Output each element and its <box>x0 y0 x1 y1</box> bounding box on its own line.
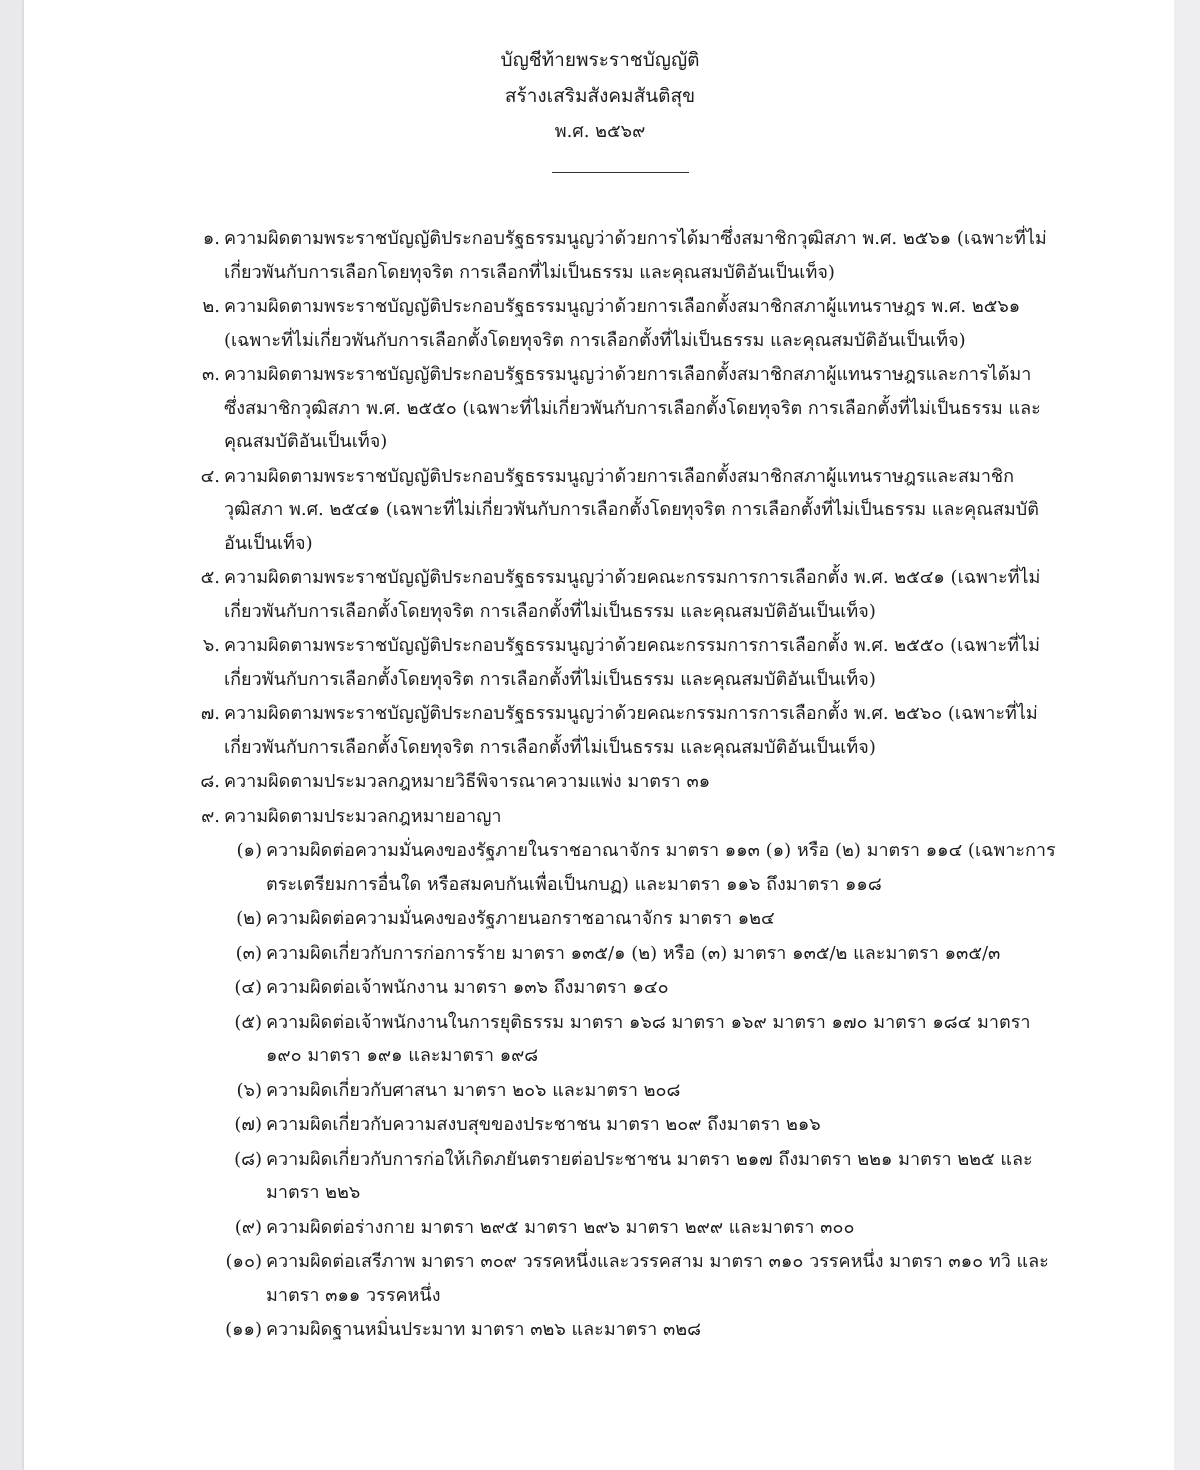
list-item <box>0 290 1200 357</box>
list-item <box>0 629 1200 696</box>
sub-list-item <box>0 1006 1200 1073</box>
item-number: ๔. <box>200 465 220 487</box>
subitem-number: (๑๑) <box>225 1319 262 1340</box>
subitem-number: (๒) <box>236 908 262 929</box>
item-text: ความผิดตามประมวลกฎหมายวิธีพิจารณาความแพ่ง มาตรา ๓๑ <box>224 771 711 792</box>
subitem-text: ความผิดเกี่ยวกับการก่อให้เกิดภยันตรายต่อประชาชน มาตรา ๒๑๗ ถึงมาตรา ๒๒๑ มาตรา ๒๒๕ และมาตรา ๒๒๖ <box>266 1148 1033 1203</box>
list-item <box>0 697 1200 764</box>
subitem-number: (๑๐) <box>225 1251 262 1272</box>
item-text: ความผิดตามพระราชบัญญัติประกอบรัฐธรรมนูญว่าด้วยการเลือกตั้งสมาชิกสภาผู้แทนราษฎรและการได้มาซึ่งสมาชิกวุฒิสภา พ.ศ. ๒๕๕๐ (เฉพาะที่ไม่เกี่ยวพันกับการเลือกตั้งโดยทุจริต การเลือกตั้งที่ไม่เป็นธรรม และคุณสมบัติอันเป็นเท็จ) <box>224 364 1041 452</box>
subitem-text: ความผิดต่อความมั่นคงของรัฐภายนอกราชอาณาจักร มาตรา ๑๒๔ <box>266 908 775 929</box>
title-divider <box>552 172 689 173</box>
sub-list-item <box>0 1211 1200 1245</box>
item-number: ๘. <box>200 771 220 792</box>
sub-list-item <box>0 834 1200 901</box>
document-subtitle: สร้างเสริมสังคมสันติสุข <box>504 85 696 107</box>
item-number: ๓. <box>201 364 220 385</box>
schedule-body <box>0 222 1200 1348</box>
item-number: ๑. <box>202 228 220 249</box>
item-number: ๖. <box>202 635 220 656</box>
sub-list-item <box>0 1313 1200 1347</box>
item-number: ๒. <box>202 296 220 317</box>
sub-list-item <box>0 1074 1200 1108</box>
subitem-number: (๘) <box>234 1148 262 1170</box>
subitem-number: (๖) <box>236 1079 262 1101</box>
sub-list-item <box>0 1143 1200 1210</box>
sub-list-item <box>0 937 1200 971</box>
item-text: ความผิดตามพระราชบัญญัติประกอบรัฐธรรมนูญว่าด้วยคณะกรรมการการเลือกตั้ง พ.ศ. ๒๕๔๑ (เฉพาะที่ไม่เกี่ยวพันกับการเลือกตั้งโดยทุจริต การเลือกตั้งที่ไม่เป็นธรรม และคุณสมบัติอันเป็นเท็จ) <box>224 567 1041 622</box>
subitem-text: ความผิดต่อเสรีภาพ มาตรา ๓๐๙ วรรคหนึ่งและวรรคสาม มาตรา ๓๑๐ วรรคหนึ่ง มาตรา ๓๑๐ ทวิ และมาตรา ๓๑๑ วรรคหนึ่ง <box>266 1251 1049 1306</box>
item-number: ๗. <box>200 703 220 724</box>
list-item <box>0 800 1200 834</box>
list-item <box>0 765 1200 799</box>
item-number: ๙. <box>201 805 220 827</box>
subitem-number: (๔) <box>234 977 262 998</box>
list-item <box>0 358 1200 459</box>
item-text: ความผิดตามพระราชบัญญัติประกอบรัฐธรรมนูญว่าด้วยการได้มาซึ่งสมาชิกวุฒิสภา พ.ศ. ๒๕๖๑ (เฉพาะที่ไม่เกี่ยวพันกับการเลือกโดยทุจริต การเลือกที่ไม่เป็นธรรม และคุณสมบัติอันเป็นเท็จ) <box>224 228 1047 283</box>
list-item <box>0 460 1200 561</box>
list-item <box>0 222 1200 289</box>
subitem-number: (๗) <box>234 1114 262 1135</box>
subitem-number: (๕) <box>234 1011 262 1033</box>
subitem-text: ความผิดเกี่ยวกับความสงบสุขของประชาชน มาตรา ๒๐๙ ถึงมาตรา ๒๑๖ <box>266 1114 821 1135</box>
sub-list-item <box>0 971 1200 1005</box>
sub-list-item <box>0 1245 1200 1312</box>
item-text: ความผิดตามพระราชบัญญัติประกอบรัฐธรรมนูญว่าด้วยคณะกรรมการการเลือกตั้ง พ.ศ. ๒๕๖๐ (เฉพาะที่ไม่เกี่ยวพันกับการเลือกตั้งโดยทุจริต การเลือกตั้งที่ไม่เป็นธรรม และคุณสมบัติอันเป็นเท็จ) <box>224 703 1038 758</box>
document-title: บัญชีท้ายพระราชบัญญัติ <box>500 49 700 71</box>
subitem-text: ความผิดฐานหมิ่นประมาท มาตรา ๓๒๖ และมาตรา ๓๒๘ <box>266 1319 702 1340</box>
subitem-text: ความผิดต่อเจ้าพนักงาน มาตรา ๑๓๖ ถึงมาตรา ๑๔๐ <box>266 977 669 998</box>
list-item <box>0 561 1200 628</box>
item-text: ความผิดตามประมวลกฎหมายอาญา <box>224 805 502 827</box>
subitem-number: (๓) <box>235 942 262 964</box>
item-number: ๕. <box>200 567 220 588</box>
subitem-number: (๙) <box>234 1216 262 1238</box>
item-text: ความผิดตามพระราชบัญญัติประกอบรัฐธรรมนูญว่าด้วยคณะกรรมการการเลือกตั้ง พ.ศ. ๒๕๕๐ (เฉพาะที่ไม่เกี่ยวพันกับการเลือกตั้งโดยทุจริต การเลือกตั้งที่ไม่เป็นธรรม และคุณสมบัติอันเป็นเท็จ) <box>224 635 1040 690</box>
sub-list-item <box>0 1108 1200 1142</box>
subitem-text: ความผิดต่อร่างกาย มาตรา ๒๙๕ มาตรา ๒๙๖ มาตรา ๒๙๙ และมาตรา ๓๐๐ <box>266 1216 855 1238</box>
subitem-number: (๑) <box>236 840 262 861</box>
item-text: ความผิดตามพระราชบัญญัติประกอบรัฐธรรมนูญว่าด้วยการเลือกตั้งสมาชิกสภาผู้แทนราษฎรและสมาชิกวุฒิสภา พ.ศ. ๒๕๔๑ (เฉพาะที่ไม่เกี่ยวพันกับการเลือกตั้งโดยทุจริต การเลือกตั้งที่ไม่เป็นธรรม และคุณสมบัติอันเป็นเท็จ) <box>224 465 1039 554</box>
document-year: พ.ศ. ๒๕๖๙ <box>554 121 646 142</box>
subitem-text: ความผิดเกี่ยวกับศาสนา มาตรา ๒๐๖ และมาตรา ๒๐๘ <box>266 1079 681 1101</box>
subitem-text: ความผิดต่อความมั่นคงของรัฐภายในราชอาณาจักร มาตรา ๑๑๓ (๑) หรือ (๒) มาตรา ๑๑๔ (เฉพาะการตระเตรียมการอื่นใด หรือสมคบกันเพื่อเป็นกบฏ) และมาตรา ๑๑๖ ถึงมาตรา ๑๑๘ <box>266 840 1056 895</box>
subitem-text: ความผิดต่อเจ้าพนักงานในการยุติธรรม มาตรา ๑๖๘ มาตรา ๑๖๙ มาตรา ๑๗๐ มาตรา ๑๘๔ มาตรา ๑๙๐ มาตรา ๑๙๑ และมาตรา ๑๙๘ <box>266 1011 1031 1066</box>
sub-list-item <box>0 902 1200 936</box>
subitem-text: ความผิดเกี่ยวกับการก่อการร้าย มาตรา ๑๓๕/๑ (๒) หรือ (๓) มาตรา ๑๓๕/๒ และมาตรา ๑๓๕/๓ <box>266 942 1001 964</box>
item-text: ความผิดตามพระราชบัญญัติประกอบรัฐธรรมนูญว่าด้วยการเลือกตั้งสมาชิกสภาผู้แทนราษฎร พ.ศ. ๒๕๖๑ (เฉพาะที่ไม่เกี่ยวพันกับการเลือกตั้งโดยทุจริต การเลือกตั้งที่ไม่เป็นธรรม และคุณสมบัติอันเป็นเท็จ) <box>224 296 1021 351</box>
